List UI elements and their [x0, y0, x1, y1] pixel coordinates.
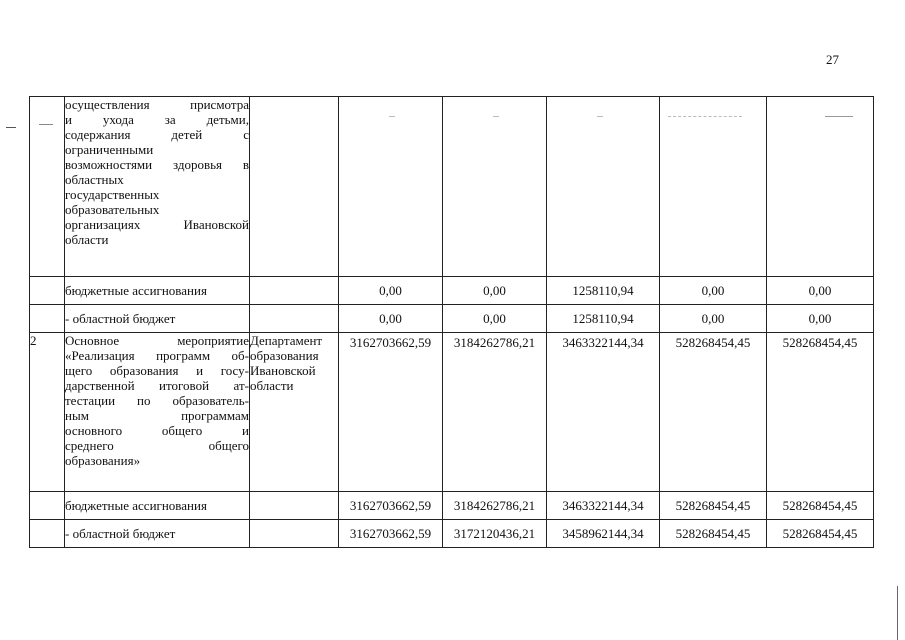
value-cell: 0,00 — [339, 305, 443, 333]
name-line: организациях Ивановской — [65, 217, 249, 232]
value-cell — [767, 97, 874, 277]
table-row-regional-budget — [30, 305, 874, 333]
name-line: государственных — [65, 187, 160, 202]
name-line: и ухода за детьми, — [65, 112, 249, 127]
name-line: возможностями здоровья в — [65, 157, 249, 172]
row-number-cell — [30, 97, 65, 277]
value-cell: 0,00 — [339, 277, 443, 305]
dept-line: области — [250, 378, 294, 393]
value-cell: 528268454,45 — [660, 520, 767, 548]
value-cell: 3458962144,34 — [547, 520, 660, 548]
name-line: «Реализация программ об- — [65, 348, 249, 363]
row-number-cell — [30, 492, 65, 520]
table-row-budget-allocations — [30, 492, 874, 520]
value-cell — [660, 97, 767, 277]
value-cell: 0,00 — [660, 277, 767, 305]
executor-cell — [250, 97, 339, 277]
row-number-cell — [30, 520, 65, 548]
name-line: областных — [65, 172, 124, 187]
event-name-cell — [65, 97, 250, 277]
value-cell: 528268454,45 — [767, 520, 874, 548]
value-cell: 3463322144,34 — [547, 333, 660, 492]
value-cell: 528268454,45 — [767, 333, 874, 492]
dept-line: Департамент — [250, 333, 323, 348]
name-line: ным программам — [65, 408, 249, 423]
value-cell: 528268454,45 — [660, 333, 767, 492]
value-cell: 0,00 — [767, 277, 874, 305]
margin-mark — [6, 127, 16, 128]
table-row-main-event — [30, 333, 874, 492]
value-cell: 0,00 — [443, 305, 547, 333]
value-cell: 1258110,94 — [547, 305, 660, 333]
row-label: - областной бюджет — [65, 305, 250, 333]
value-cell: 3184262786,21 — [443, 492, 547, 520]
name-line: щего образования и госу- — [65, 363, 249, 378]
value-cell: 3162703662,59 — [339, 520, 443, 548]
name-line: ограниченными — [65, 142, 154, 157]
name-line: образовательных — [65, 202, 160, 217]
name-line: области — [65, 232, 109, 247]
value-cell: 3184262786,21 — [443, 333, 547, 492]
value-cell — [547, 97, 660, 277]
executor-cell — [250, 305, 339, 333]
table-row-budget-allocations — [30, 277, 874, 305]
event-name-cell — [65, 333, 250, 492]
page-number: 27 — [826, 52, 839, 67]
dept-line: образования — [250, 348, 319, 363]
name-line: образования» — [65, 453, 141, 468]
name-line: содержания детей с — [65, 127, 249, 142]
scan-artifact — [825, 116, 853, 117]
dash-mark — [39, 124, 53, 125]
executor-cell — [250, 333, 339, 492]
value-cell: 1258110,94 — [547, 277, 660, 305]
value-cell: 528268454,45 — [767, 492, 874, 520]
row-number-cell — [30, 277, 65, 305]
scan-artifact — [597, 116, 603, 117]
value-cell: 528268454,45 — [660, 492, 767, 520]
scan-edge-line — [897, 586, 898, 640]
row-label: - областной бюджет — [65, 520, 250, 548]
row-label: бюджетные ассигнования — [65, 277, 250, 305]
value-cell: 0,00 — [660, 305, 767, 333]
name-line: осуществления присмотра — [65, 97, 249, 112]
scan-artifact — [493, 116, 499, 117]
value-cell — [339, 97, 443, 277]
table-row-regional-budget — [30, 520, 874, 548]
row-number-cell — [30, 305, 65, 333]
table-row-continuation — [30, 97, 874, 277]
value-cell: 0,00 — [767, 305, 874, 333]
value-cell: 3162703662,59 — [339, 333, 443, 492]
value-cell: 0,00 — [443, 277, 547, 305]
row-number-cell: 2 — [30, 333, 65, 492]
dept-line: Ивановской — [250, 363, 316, 378]
executor-cell — [250, 520, 339, 548]
scan-artifact — [668, 116, 742, 117]
name-line: Основное мероприятие — [65, 333, 249, 348]
value-cell — [443, 97, 547, 277]
name-line: среднего общего — [65, 438, 249, 453]
value-cell: 3463322144,34 — [547, 492, 660, 520]
name-line: основного общего и — [65, 423, 249, 438]
row-label: бюджетные ассигнования — [65, 492, 250, 520]
budget-table — [29, 96, 874, 548]
scan-artifact — [389, 116, 395, 117]
value-cell: 3172120436,21 — [443, 520, 547, 548]
value-cell: 3162703662,59 — [339, 492, 443, 520]
executor-cell — [250, 492, 339, 520]
executor-cell — [250, 277, 339, 305]
name-line: дарственной итоговой ат- — [65, 378, 249, 393]
name-line: тестации по образователь- — [65, 393, 249, 408]
